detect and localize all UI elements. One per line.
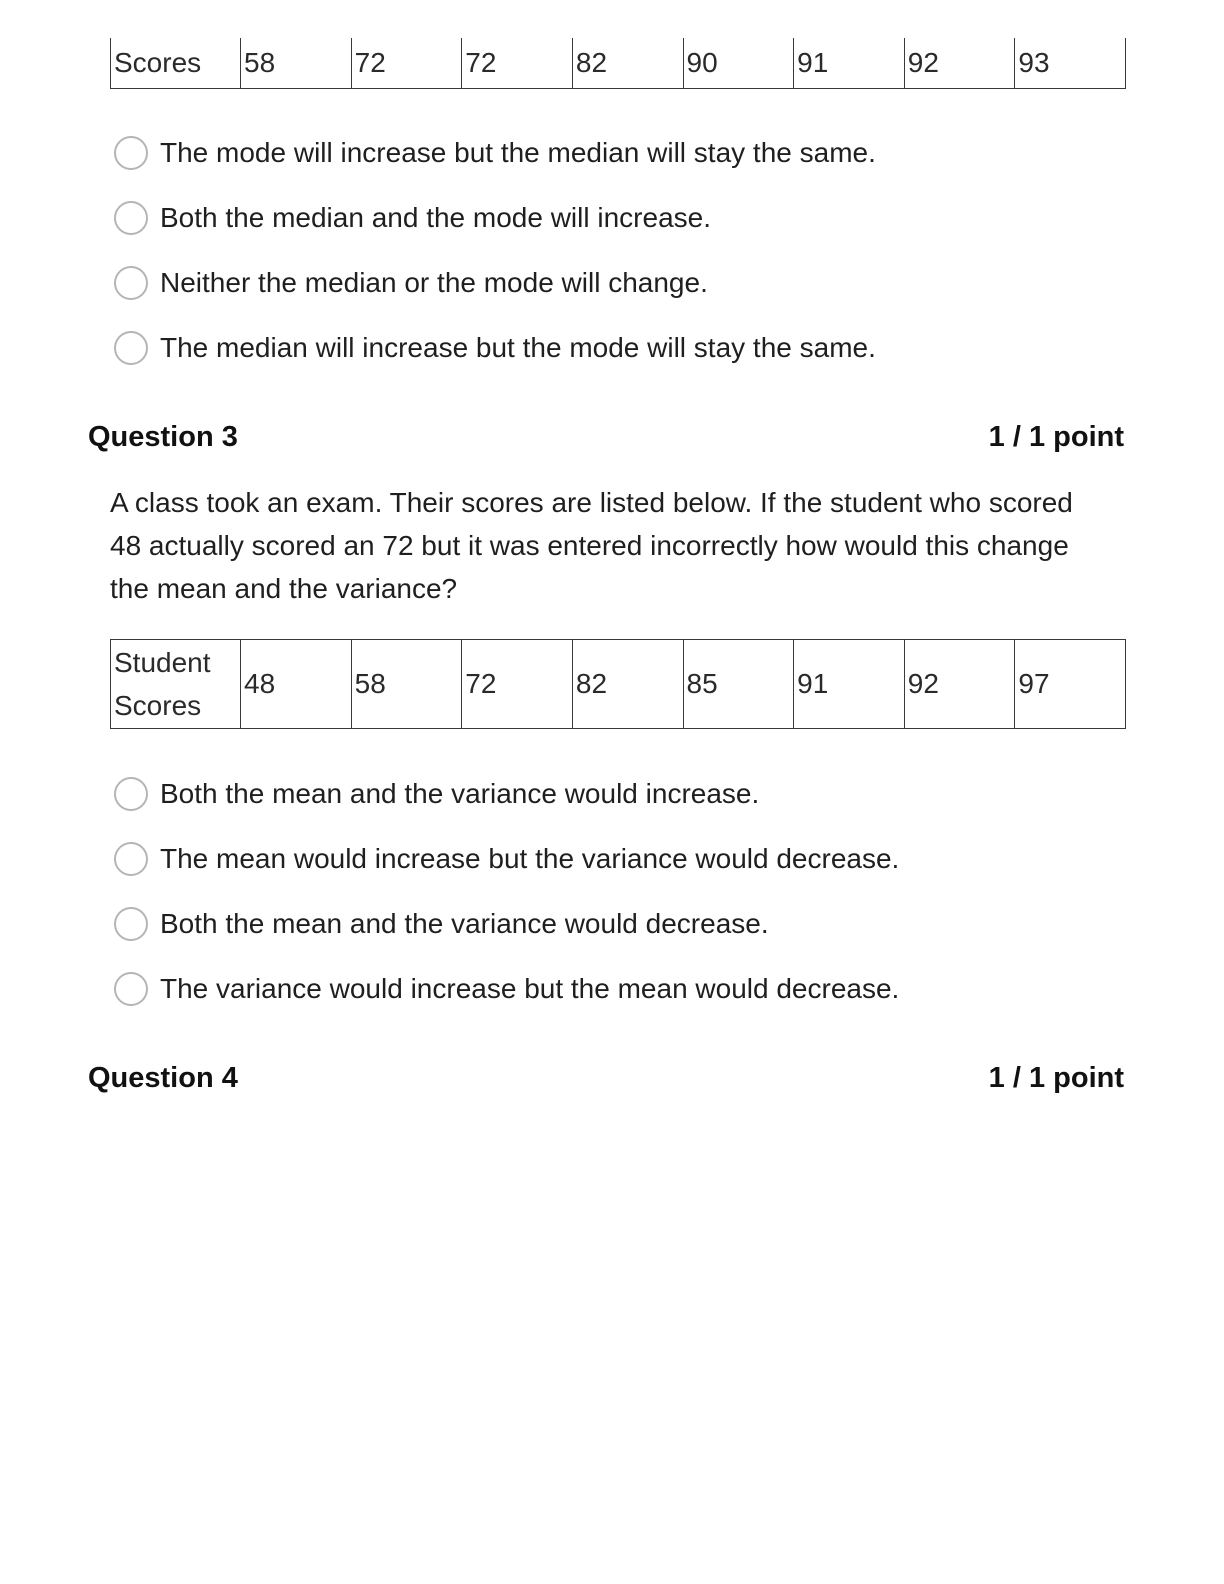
table-row-label-line-2: Scores [114,690,202,721]
table-cell: 92 [904,38,1015,89]
question-3-option-1[interactable] [114,774,759,814]
question-4-heading: Question 4 [88,1062,238,1094]
table-cell: 97 [1015,640,1126,729]
option-label: Neither the median or the mode will change. [160,267,708,298]
table-row-label [111,640,241,729]
question-2-option-3[interactable] [114,263,708,303]
radio-button[interactable] [114,777,148,811]
radio-button[interactable] [114,842,148,876]
option-label: The median will increase but the mode will stay the same. [160,332,876,363]
table-cell: 93 [1015,38,1126,89]
question-3-option-3[interactable] [114,904,769,944]
table-cell: 85 [683,640,794,729]
option-label: Both the mean and the variance would decrease. [160,908,769,939]
option-label: The variance would increase but the mean would decrease. [160,973,900,1004]
question-4-points: 1 / 1 point [988,1062,1124,1094]
table-row-label: Scores [111,38,241,89]
table-cell: 72 [462,38,573,89]
table-cell: 92 [904,640,1015,729]
question-3-points: 1 / 1 point [988,421,1124,453]
question-2-option-4[interactable] [114,328,876,368]
table-cell: 58 [241,38,352,89]
question-3-option-4[interactable] [114,969,899,1009]
question-2-option-2[interactable] [114,198,711,238]
radio-button[interactable] [114,972,148,1006]
radio-button[interactable] [114,266,148,300]
question-3-scores-table [110,639,1126,729]
option-label: The mean would increase but the variance would decrease. [160,843,900,874]
table-row [111,640,1126,729]
table-cell: 90 [683,38,794,89]
table-cell: 48 [241,640,352,729]
question-3-prompt: A class took an exam. Their scores are listed below. If the student who scored 48 actually scored an 72 but it was entered incorrectly how would this change the mean and the variance? [110,487,1073,604]
radio-button[interactable] [114,331,148,365]
question-3-heading: Question 3 [88,421,238,453]
question-2-scores-table [110,38,1126,89]
option-label: Both the mean and the variance would increase. [160,778,760,809]
table-cell: 58 [351,640,462,729]
question-3-option-2[interactable] [114,839,899,879]
table-cell: 72 [462,640,573,729]
table-cell: 91 [794,640,905,729]
table-cell: 91 [794,38,905,89]
table-cell: 72 [351,38,462,89]
radio-button[interactable] [114,136,148,170]
option-label: Both the median and the mode will increase. [160,202,711,233]
table-cell: 82 [572,640,683,729]
question-2-option-1[interactable] [114,133,876,173]
option-label: The mode will increase but the median will stay the same. [160,137,876,168]
radio-button[interactable] [114,201,148,235]
table-row-label-line-1: Student [114,647,211,678]
radio-button[interactable] [114,907,148,941]
table-cell: 82 [572,38,683,89]
table-row [111,38,1126,89]
